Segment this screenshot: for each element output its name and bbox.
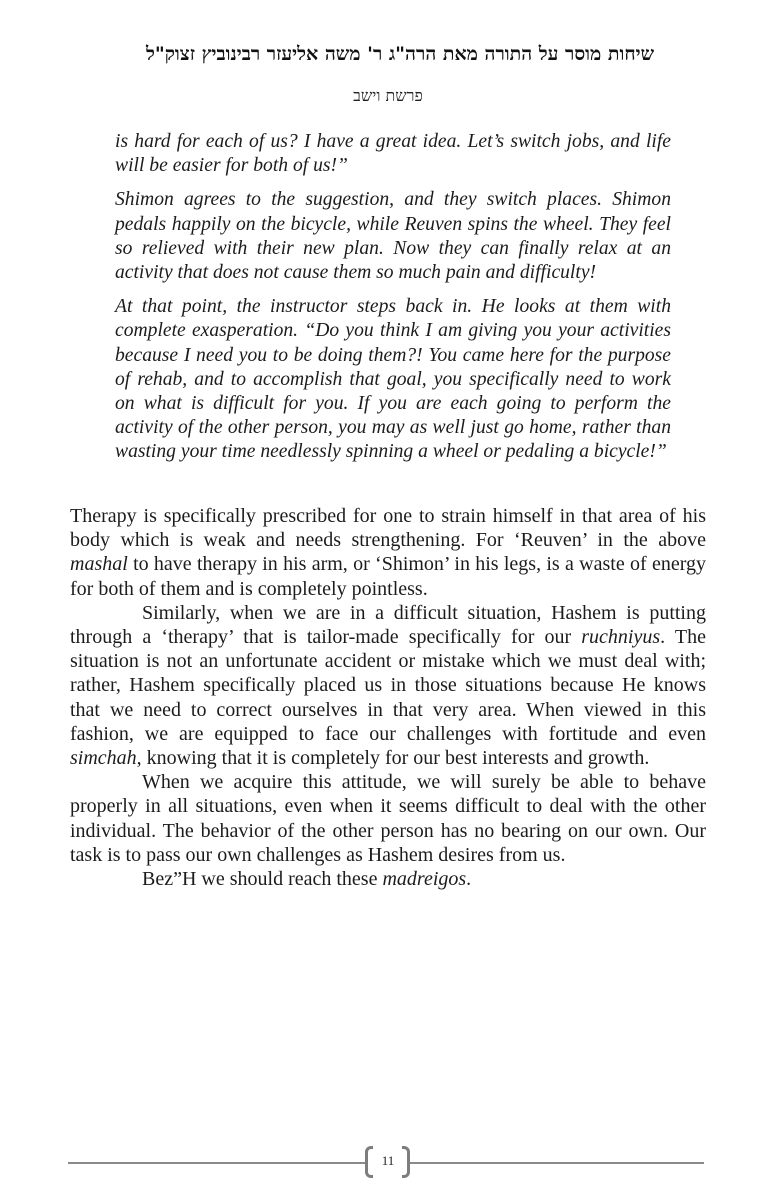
text-run: Similarly, when we are in a difficult situation, Hashem is putting through a ‘therapy’ that is tailor-made specifically for our — [70, 601, 706, 649]
running-header-parsha: פרשת וישב — [353, 86, 423, 105]
body-text — [70, 504, 706, 891]
italic-term: madreigos — [382, 868, 467, 891]
mashal-story-block — [115, 130, 671, 475]
body-paragraph — [70, 867, 706, 891]
body-paragraph — [70, 601, 706, 770]
text-run: . The situation is not an unfortunate accident or mistake which we must deal with; rather, Hashem specifically placed us in those situations because He knows that we need to correct ourselves in that very area. When viewed in this fashion, we are equipped to face our challenges with fortitude and even — [70, 626, 706, 745]
body-paragraph: When we acquire this attitude, we will surely be able to behave properly in all situations, even when it seems difficult to deal with the other individual. The behavior of the other person has no bearing on our own. Our task is to pass our own challenges as Hashem desires from us. — [70, 771, 706, 866]
italic-term: ruchniyus — [581, 626, 661, 649]
italic-term: simchah — [70, 747, 137, 770]
page-number: 11 — [381, 1153, 395, 1168]
text-run: Bez”H we should reach these — [142, 868, 383, 891]
running-header-title: שיחות מוסר על התורה מאת הרה"ג ר' משה אליעזר רבינוביץ זצוק"ל — [145, 43, 655, 65]
italic-term: mashal — [70, 553, 128, 576]
story-paragraph: At that point, the instructor steps back in. He looks at them with complete exasperation. “Do you think I am giving you your activities because I need you to be doing them?! You came here for the purpose of rehab, and to accomplish that goal, you specifically need to work on what is difficult for you. If you are each going to perform the activity of the other person, you may as well just go home, rather than wasting your time needlessly spinning a wheel or pedaling a bicycle!” — [115, 296, 671, 463]
text-run: Therapy is specifically prescribed for one to strain himself in that area of his body which is weak and needs strengthening. For ‘Reuven’ in the above — [70, 505, 706, 552]
text-run: . — [466, 868, 472, 891]
body-paragraph — [70, 504, 706, 601]
text-run: to have therapy in his arm, or ‘Shimon’ in his legs, is a waste of energy for both of them and is completely pointless. — [70, 553, 706, 600]
page-number-bracket-right — [402, 1146, 410, 1178]
footer-rule-left — [68, 1162, 368, 1164]
story-paragraph: is hard for each of us? I have a great idea. Let’s switch jobs, and life will be easier for both of us!” — [115, 131, 671, 177]
story-paragraph: Shimon agrees to the suggestion, and they switch places. Shimon pedals happily on the bicycle, while Reuven spins the wheel. They feel so relieved with their new plan. Now they can finally relax at an activity that does not cause them so much pain and difficulty! — [115, 189, 671, 284]
text-run: , knowing that it is completely for our best interests and growth. — [136, 747, 650, 770]
footer-rule-right — [410, 1162, 704, 1164]
